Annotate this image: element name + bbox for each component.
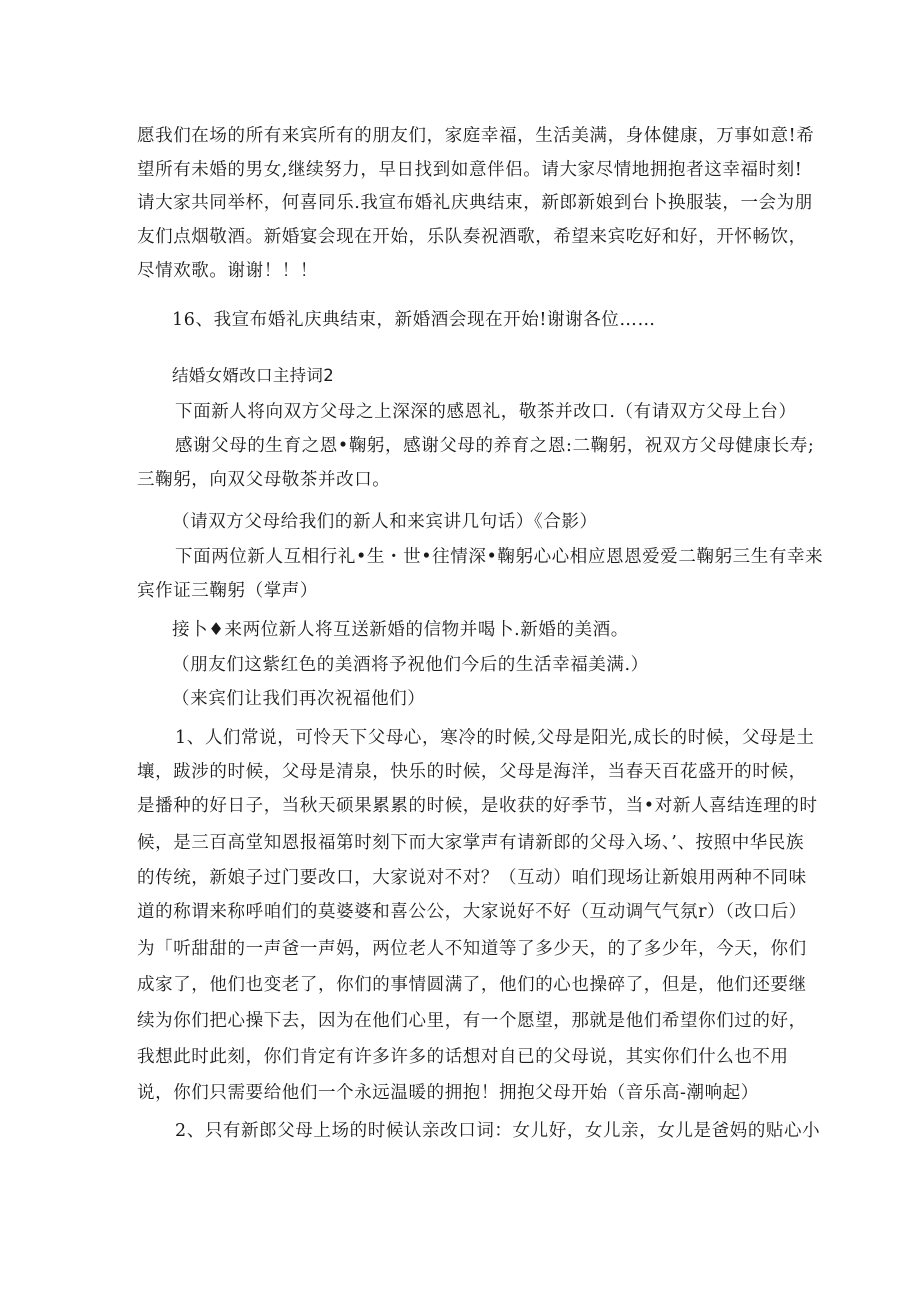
paragraph-line: 候，是三百高堂知恩报福第时刻下而大家掌声有请新郎的父母入场、’、按照中华民族 (137, 833, 805, 853)
paragraph-line: 说，你们只需要给他们一个永远温暖的拥抱！拥抱父母开始（音乐高-潮响起） (137, 1083, 759, 1103)
paragraph-line: 接卜♦来两位新人将互送新婚的信物并喝卜.新婚的美酒。 (172, 620, 629, 640)
paragraph-line: （来宾们让我们再次祝福他们） (172, 689, 426, 709)
paragraph-line: 三鞠躬，向双父母敬茶并改口。 (137, 470, 391, 490)
paragraph-line: 我想此时此刻，你们肯定有许多许多的话想对自已的父母说，其实你们什么也不用 (137, 1047, 789, 1067)
paragraph-line: （朋友们这紫红色的美酒将予祝他们今后的生活幸福美满.） (172, 655, 649, 675)
paragraph-line: 望所有未婚的男女,继续努力，早日找到如意伴侣。请大家尽情地拥抱者这幸福时刻! (137, 160, 803, 180)
paragraph-line: 尽情欢歌。谢谢！！！ (137, 261, 318, 281)
paragraph-line: 的传统，新娘子过门要改口，大家说对不对？（互动）咱们现场让新娘用两种不同味 (137, 868, 807, 888)
paragraph-line: 愿我们在场的所有来宾所有的朋友们，家庭幸福，生活美满，身体健康，万事如意!希 (137, 126, 815, 146)
paragraph-line: 壤，跋涉的时候，父母是清泉，快乐的时候，父母是海洋，当春天百花盛开的时候， (137, 762, 807, 782)
section-title: 结婚女婿改口主持词2 (172, 366, 334, 385)
paragraph-line: 宾作证三鞠躬（掌声） (137, 581, 318, 601)
numbered-item-1: 1、人们常说，可怜天下父母心，寒冷的时候,父母是阳光,成长的时候，父母是土 (175, 728, 815, 748)
paragraph-line: 是播种的好日子，当秋天硕果累累的时候，是收获的好季节，当•对新人喜结连理的时 (137, 796, 818, 816)
numbered-item-2: 2、只有新郎父母上场的时候认亲改口词：女儿好，女儿亲，女儿是爸妈的贴心小 (175, 1121, 821, 1141)
paragraph-line: 请大家共同举杯，何喜同乐.我宣布婚礼庆典结束，新郎新娘到台卜换服装，一会为朋 (137, 193, 813, 213)
paragraph-line: 下面新人将向双方父母之上深深的感恩礼，敬茶并改口.（有请双方父母上台） (175, 402, 797, 422)
paragraph-line: 续为你们把心操下去，因为在他们心里，有一个愿望，那就是他们希望你们过的好， (137, 1011, 807, 1031)
paragraph-line: （请双方父母给我们的新人和来宾讲几句话）《合影） (172, 512, 598, 532)
paragraph-line: 友们点烟敬酒。新婚宴会现在开始，乐队奏祝酒歌，希望来宾吃好和好，开怀畅饮， (137, 227, 807, 247)
paragraph-line: 感谢父母的生育之恩•鞠躬，感谢父母的养育之恩:二鞠躬，祝双方父母健康长寿; (175, 436, 815, 456)
numbered-item-16: 16、我宣布婚礼庆典结束，新婚酒会现在开始!谢谢各位…… (172, 310, 656, 330)
paragraph-line: 成家了，他们也变老了，你们的事情圆满了，他们的心也操碎了，但是，他们还要继 (137, 975, 807, 995)
paragraph-line: 道的称谓来称呼咱们的莫婆婆和喜公公，大家说好不好（互动调气气氛r）（改口后） (137, 902, 807, 922)
paragraph-line: 为「听甜甜的一声爸一声妈，两位老人不知道等了多少天，的了多少年，今天，你们 (137, 939, 807, 959)
paragraph-line: 下面两位新人互相行礼•生・世•往情深•鞠躬心心相应恩恩爱爱二鞠躬三生有幸来 (175, 547, 824, 567)
